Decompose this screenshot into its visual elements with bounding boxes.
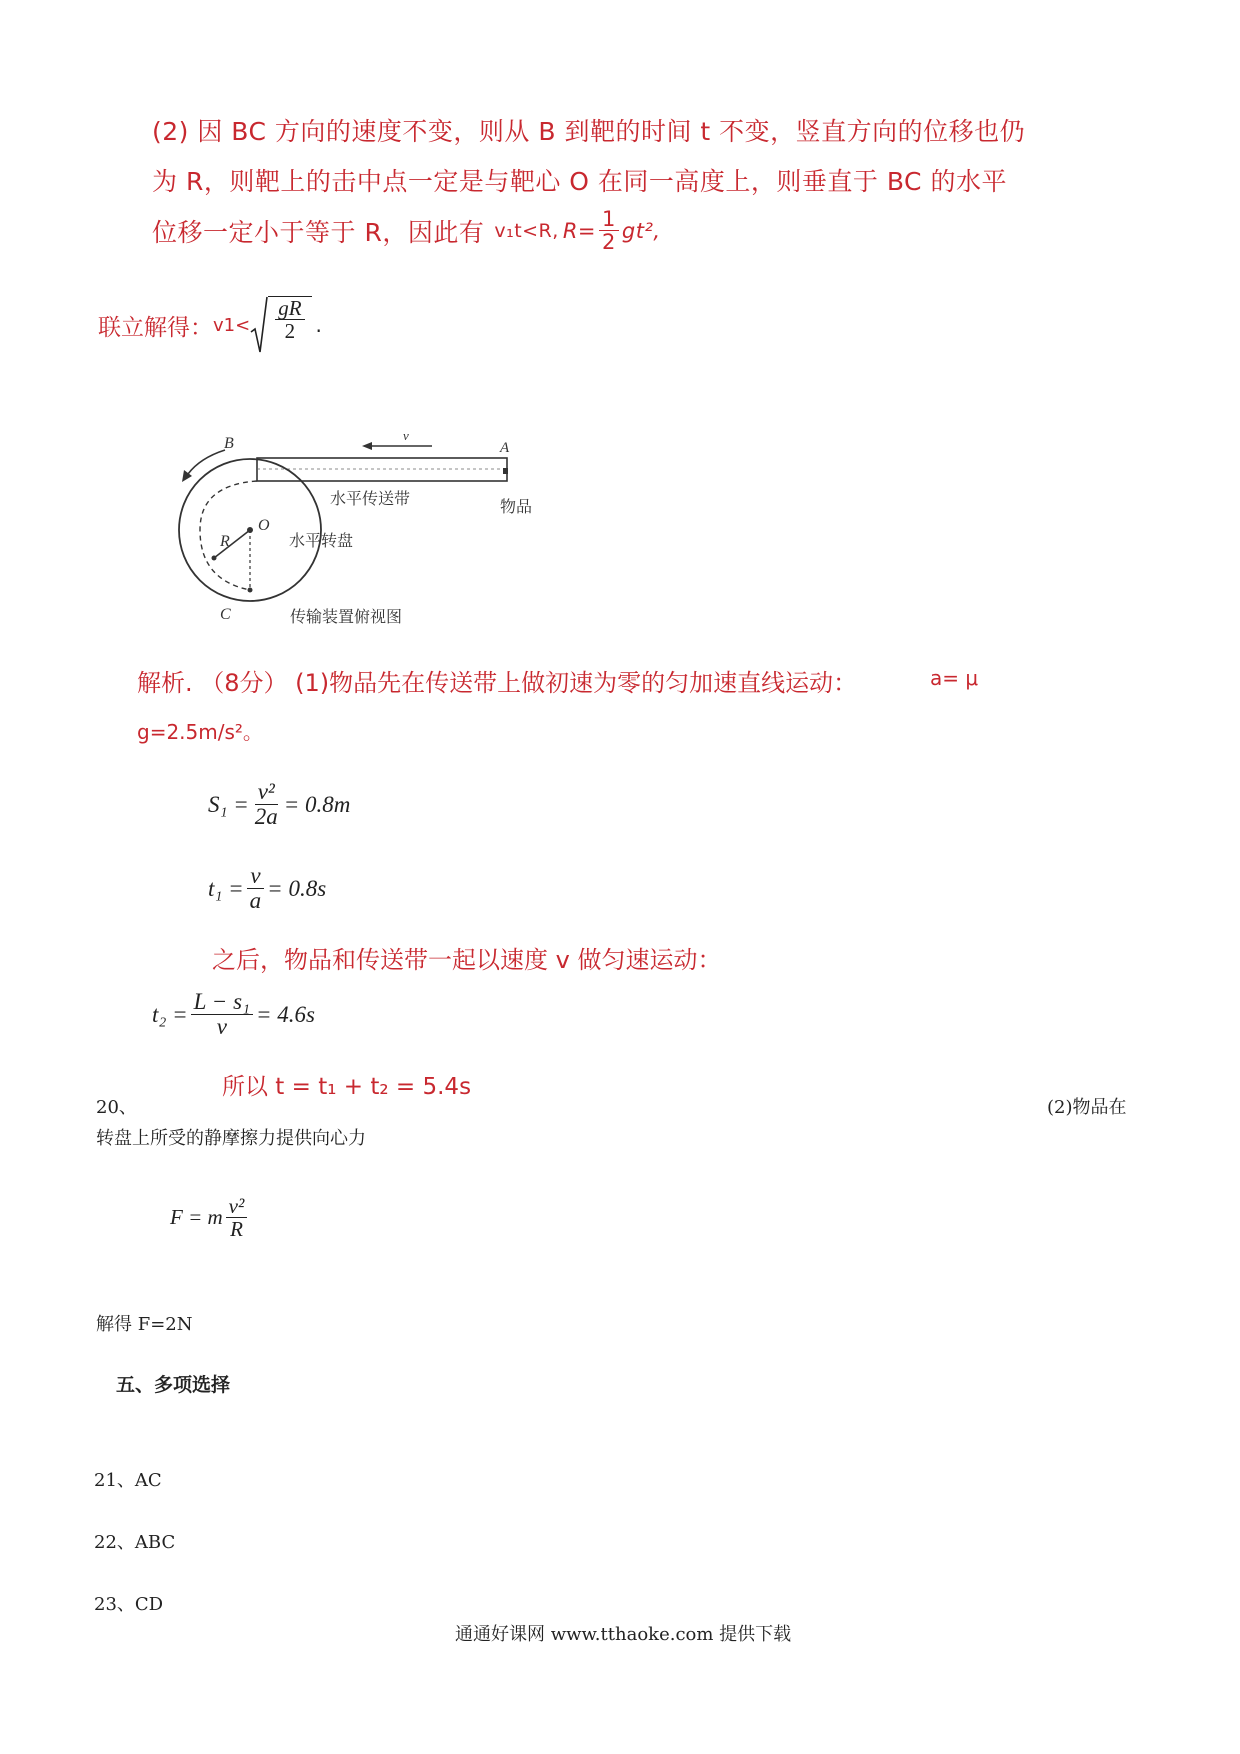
force-numerator: v² (226, 1195, 248, 1218)
radical-sign-icon (250, 296, 268, 354)
rotation-arrow-icon (188, 450, 225, 474)
solution19-gt2: gt², (621, 218, 661, 243)
joint-var: v1< (213, 314, 251, 336)
solution19-line3-prefix: 位移一定小于等于 R，因此有 (152, 217, 485, 247)
solution19-line2: 为 R，则靶上的击中点一定是与靶心 O 在同一高度上，则垂直于 BC 的水平 (152, 167, 1007, 196)
page-footer: 通通好课网 www.tthaoke.com 提供下载 (455, 1624, 792, 1645)
force-equation (170, 1195, 250, 1240)
label-c: C (220, 606, 231, 623)
half-denominator: 2 (602, 230, 616, 255)
half-numerator: 1 (599, 208, 619, 231)
conveyor-diagram (170, 430, 550, 640)
s1-rhs: = 0.8m (283, 791, 351, 817)
s1-equation (208, 780, 350, 829)
solution19-joint (98, 296, 322, 354)
accel-a: a= μ (930, 666, 979, 690)
section5-title: 五、多项选择 (116, 1374, 231, 1396)
answer-21: 21、AC (94, 1470, 162, 1491)
t2-lhs: t₂ = (152, 1001, 188, 1027)
sqrt-expression (250, 296, 311, 354)
part2-continuation: 转盘上所受的静摩擦力提供向心力 (96, 1128, 366, 1149)
sqrt-numerator: gR (275, 297, 304, 320)
t2-numerator: L − s₁ (191, 990, 253, 1015)
accel-g: g=2.5m/s²。 (137, 720, 263, 744)
sqrt-denominator: 2 (284, 319, 296, 344)
label-o: O (258, 517, 270, 534)
sqrt-radicand (268, 296, 311, 354)
t1-denominator: a (249, 888, 262, 914)
t2-equation (152, 990, 315, 1039)
solution19-r-eq: R= (562, 218, 596, 243)
force-denominator: R (230, 1217, 243, 1242)
diagram-caption: 传输装置俯视图 (290, 607, 403, 626)
half-fraction (599, 208, 619, 253)
force-result: 解得 F=2N (96, 1314, 193, 1335)
item-label: 物品 (500, 497, 533, 516)
joint-label: 联立解得： (98, 314, 213, 341)
t2-denominator: v (216, 1014, 227, 1040)
total-time: 所以 t = t₁ + t₂ = 5.4s (222, 1074, 472, 1100)
s1-denominator: 2a (254, 804, 278, 830)
answer-23: 23、CD (94, 1594, 164, 1615)
t2-rhs: = 4.6s (256, 1001, 315, 1027)
s1-lhs: S₁ = (208, 791, 249, 817)
solution19-line1: (2) 因 BC 方向的速度不变，则从 B 到靶的时间 t 不变，竖直方向的位移也仍 (152, 117, 1026, 146)
label-b: B (224, 435, 234, 452)
after-line: 之后，物品和传送带一起以速度 v 做匀速运动： (212, 946, 722, 974)
t1-rhs: = 0.8s (267, 875, 327, 901)
label-a: A (500, 440, 510, 456)
analysis-line: 解析. （8分） (1)物品先在传送带上做初速为零的匀加速直线运动： (137, 669, 858, 697)
belt-label: 水平传送带 (330, 489, 411, 508)
solution19-line3 (152, 208, 661, 253)
conveyor-belt (257, 458, 507, 481)
solution19-condition: v₁t<R, (494, 219, 559, 242)
label-v: v (403, 430, 409, 443)
turntable-label: 水平转盘 (289, 531, 354, 550)
joint-end: . (315, 313, 322, 337)
question-20-number: 20、 (96, 1097, 137, 1118)
t1-equation (208, 864, 326, 913)
force-lhs: F = m (170, 1205, 223, 1230)
item-marker (503, 468, 508, 474)
t1-numerator: v (247, 864, 263, 889)
t1-lhs: t₁ = (208, 875, 244, 901)
label-r: R (220, 533, 230, 550)
part2-start: (2)物品在 (1047, 1097, 1127, 1118)
s1-numerator: v² (255, 780, 278, 805)
answer-22: 22、ABC (94, 1532, 176, 1553)
